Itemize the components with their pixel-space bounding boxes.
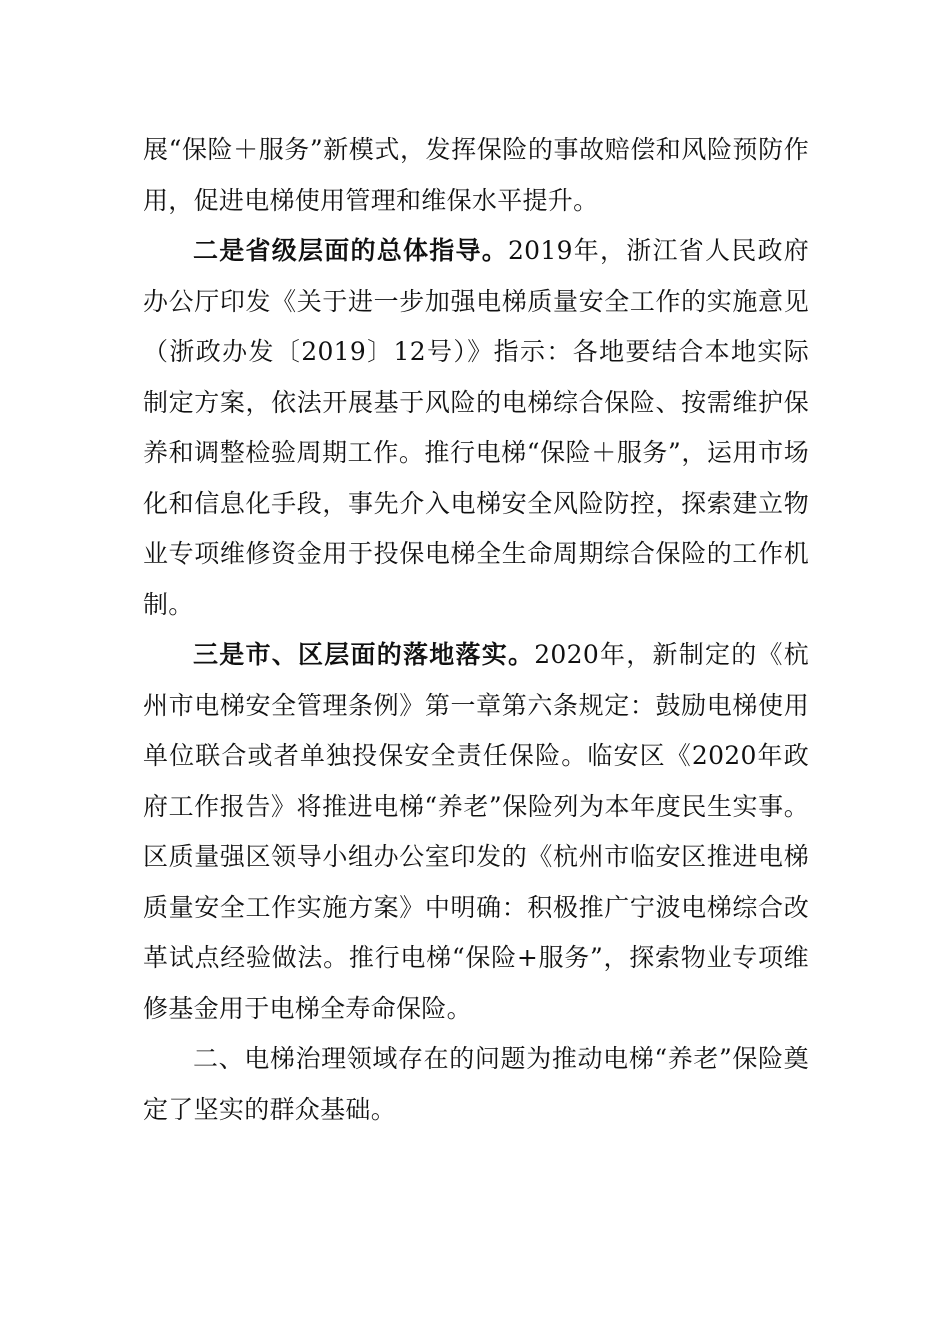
- paragraph-city-district-implementation: [143, 630, 809, 1034]
- paragraph-text: 2020年，新制定的《杭州市电梯安全管理条例》第一章第六条规定：鼓励电梯使用单位联合或者单独投保安全责任保险。临安区《2020年政府工作报告》将推进电梯“养老”保险列为本年度民生实事。区质量强区领导小组办公室印发的《杭州市临安区推进电梯质量安全工作实施方案》中明确：积极推广宁波电梯综合改革试点经验做法。推行电梯“保险+服务”，探索物业专项维修基金用于电梯全寿命保险。: [143, 640, 809, 1023]
- paragraph-provincial-guidance: [143, 226, 809, 630]
- paragraph-text: 二、电梯治理领域存在的问题为推动电梯“养老”保险奠定了坚实的群众基础。: [143, 1044, 809, 1124]
- paragraph-lead-heading: 二是省级层面的总体指导。: [193, 236, 508, 265]
- paragraph-text: 展“保险＋服务”新模式，发挥保险的事故赔偿和风险预防作用，促进电梯使用管理和维保水平提升。: [143, 135, 809, 215]
- document-body: [143, 125, 809, 1135]
- paragraph-continuation: [143, 125, 809, 226]
- paragraph-lead-heading: 三是市、区层面的落地落实。: [193, 640, 535, 669]
- section-heading-two: [143, 1034, 809, 1135]
- paragraph-text: 2019年，浙江省人民政府办公厅印发《关于进一步加强电梯质量安全工作的实施意见（浙政办发〔2019〕12号）》指示：各地要结合本地实际制定方案，依法开展基于风险的电梯综合保险、按需维护保养和调整检验周期工作。推行电梯“保险＋服务”，运用市场化和信息化手段，事先介入电梯安全风险防控，探索建立物业专项维修资金用于投保电梯全生命周期综合保险的工作机制。: [143, 236, 809, 619]
